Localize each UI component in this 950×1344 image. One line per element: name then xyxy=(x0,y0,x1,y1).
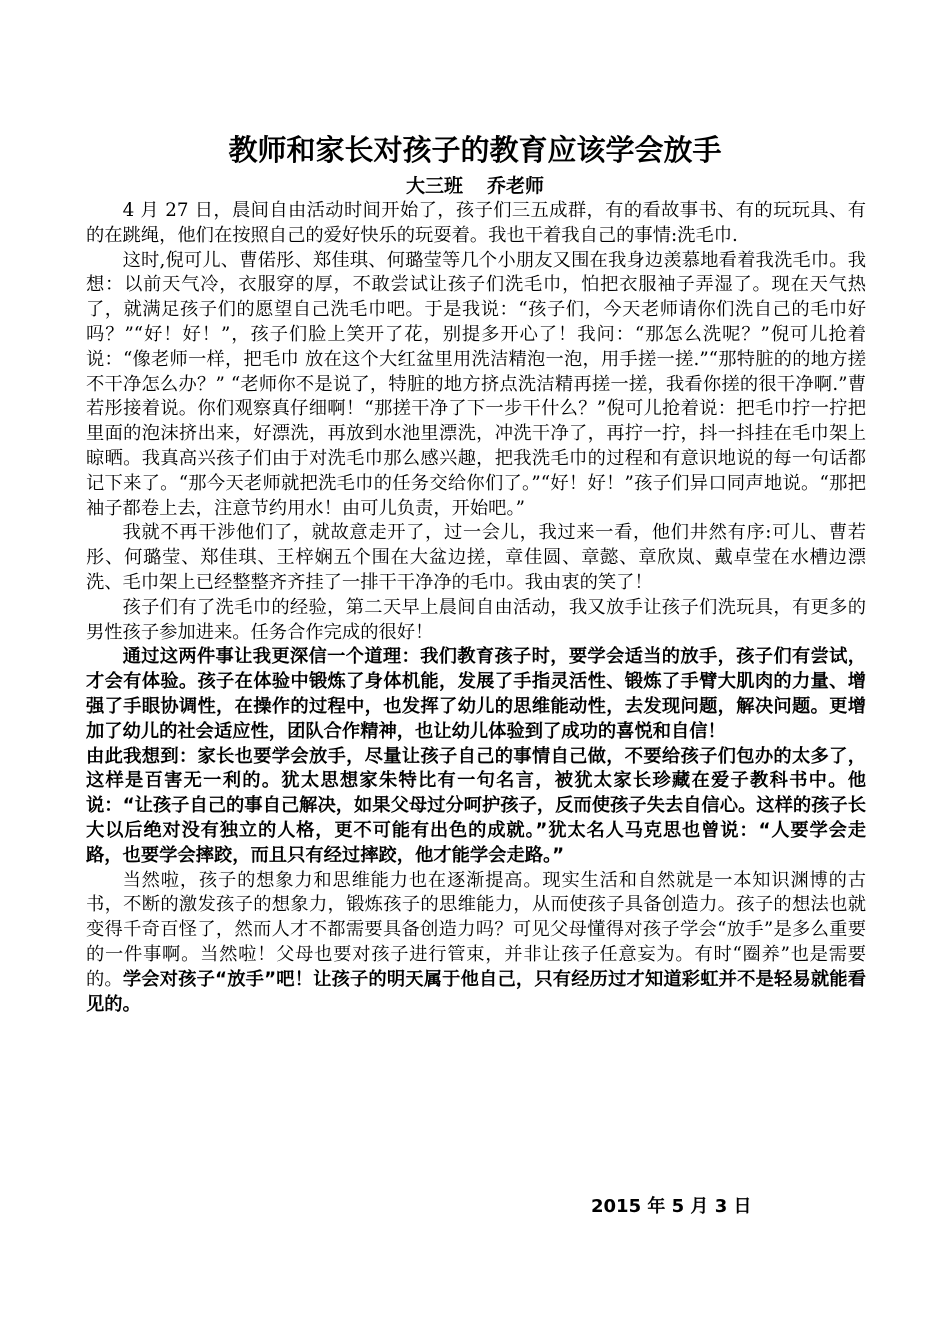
paragraph-1: 4 月 27 日，晨间自由活动时间开始了，孩子们三五成群，有的看故事书、有的玩玩具、有的在跳绳，他们在按照自己的爱好快乐的玩耍着。我也干着我自己的事情:洗毛巾. xyxy=(86,200,866,246)
paragraph-7 xyxy=(86,869,866,1018)
author-line xyxy=(0,174,950,198)
paragraph-7-bold-text: 学会对孩子“放手”吧！让孩子的明天属于他自己，只有经历过才知道彩虹并不是轻易就能看见的。 xyxy=(86,968,867,1015)
document-date: 2015 年 5 月 3 日 xyxy=(591,1196,752,1217)
teacher-name: 乔老师 xyxy=(487,175,545,197)
document-title: 教师和家长对孩子的教育应该学会放手 xyxy=(228,133,722,167)
paragraph-2: 这时,倪可儿、曹偌彤、郑佳琪、何璐莹等几个小朋友又围在我身边羡慕地看着我洗毛巾。我想：以前天气冷，衣服穿的厚，不敢尝试让孩子们洗毛巾，怕把衣服袖子弄湿了。现在天气热了，就满足孩子们的愿望自己洗毛巾吧。于是我说：“孩子们，今天老师请你们洗自己的毛巾好吗？”“好！好！”，孩子们脸上笑开了花，别提多开心了！我问：“那怎么洗呢？”倪可儿抢着说：“像老师一样，把毛巾 放在这个大红盆里用洗洁精泡一泡，用手搓一搓.”“那特脏的的地方搓不干净怎么办？” “老师你不是说了，特脏的地方挤点洗洁精再搓一搓，我看你搓的很干净啊.”曹若彤接着说。你们观察真仔细啊！“那搓干净了下一步干什么？”倪可儿抢着说：把毛巾拧一拧把里面的泡沫挤出来，好漂洗，再放到水池里漂洗，冲洗干净了，再拧一拧，抖一抖挂在毛巾架上晾晒。我真高兴孩子们由于对洗毛巾那么感兴趣，把我洗毛巾的过程和有意识地说的每一句话都记下来了。“那今天老师就把洗毛巾的任务交给你们了。”“好！好！”孩子们异口同声地说。“那把袖子都卷上去，注意节约用水！由可儿负责，开始吧。” xyxy=(86,249,866,519)
article-body xyxy=(86,199,866,1017)
class-name: 大三班 xyxy=(405,175,463,197)
paragraph-5: 通过这两件事让我更深信一个道理：我们教育孩子时，要学会适当的放手，孩子们有尝试，才会有体验。孩子在体验中锻炼了身体机能，发展了手指灵活性、锻炼了手臂大肌肉的力量、增强了手眼协调性，在操作的过程中，也发挥了幼儿的思维能动性，去发现问题，解决问题。更增加了幼儿的社会适应性，团队合作精神，也让幼儿体验到了成功的喜悦和自信！ xyxy=(86,646,866,742)
paragraph-7-text: 当然啦，孩子的想象力和思维能力也在逐渐提高。现实生活和自然就是一本知识渊博的古书，不断的激发孩子的想象力，锻炼孩子的思维能力，从而使孩子具备创造力。孩子的想法也就变得千奇百怪了，然而人才不都需要具备创造力吗？可见父母懂得对孩子学会“放手”是多么重要的一件事啊。当然啦！父母也要对孩子进行管束，并非让孩子任意妄为。有时“圈养”也是需要的。 xyxy=(86,869,866,990)
paragraph-4: 孩子们有了洗毛巾的经验，第二天早上晨间自由活动，我又放手让孩子们洗玩具，有更多的男性孩子参加进来。任务合作完成的很好！ xyxy=(86,596,866,643)
paragraph-6: 由此我想到：家长也要学会放手，尽量让孩子自己的事情自己做，不要给孩子们包办的太多了，这样是百害无一利的。犹太思想家朱特比有一句名言，被犹太家长珍藏在爱子教科书中。他说：“让孩子自己的事自己解决，如果父母过分呵护孩子，反而使孩子失去自信心。这样的孩子长大以后绝对没有独立的人格，更不可能有出色的成就。”犹太名人马克思也曾说：“人要学会走路，也要学会摔跤，而且只有经过摔跤，他才能学会走路。” xyxy=(86,745,866,866)
paragraph-3: 我就不再干涉他们了，就故意走开了，过一会儿，我过来一看，他们井然有序:可儿、曹若彤、何璐莹、郑佳琪、王梓娴五个围在大盆边搓，章佳圆、章懿、章欣岚、戴卓莹在水槽边漂洗、毛巾架上已经整整齐齐挂了一排干干净净的毛巾。我由衷的笑了！ xyxy=(86,522,866,593)
